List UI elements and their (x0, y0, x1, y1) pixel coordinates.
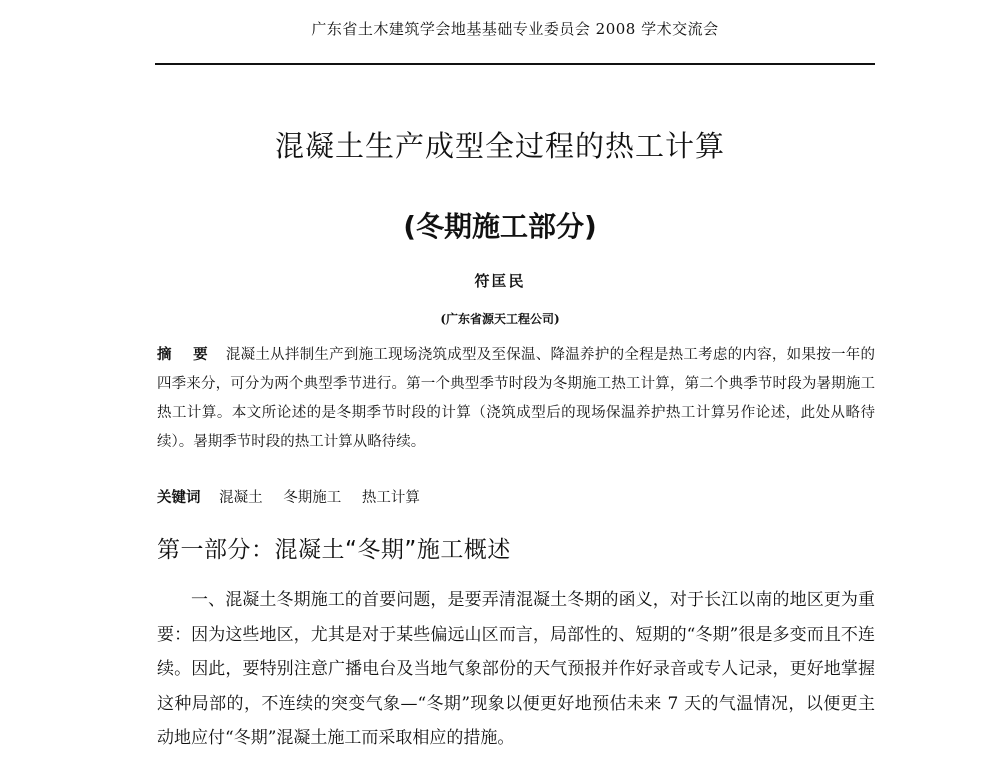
running-head: 广东省土木建筑学会地基基础专业委员会 2008 学术交流会 (311, 20, 719, 38)
paper-title: 混凝土生产成型全过程的热工计算 (274, 129, 725, 163)
keyword-item: 混凝土 (219, 490, 263, 506)
section-heading: 第一部分：混凝土“冬期”施工概述 (157, 537, 511, 563)
paper-subtitle: (冬期施工部分) (403, 210, 597, 243)
abstract-block (157, 341, 875, 457)
author-name: 符匡民 (474, 272, 526, 290)
keyword-item: 冬期施工 (283, 490, 342, 506)
body-paragraph: 一、混凝土冬期施工的首要问题，是要弄清混凝土冬期的函义，对于长江以南的地区更为重要：因为这些地区，尤其是对于某些偏远山区而言，局部性的、短期的“冬期”很是多变而且不连续。因此，要特别注意广播电台及当地气象部份的天气预报并作好录音或专人记录，更好地掌握这种局部的，不连续的突变气象—“冬期”现象以便更好地预估未来 7 天的气温情况，以便更主动地应付“冬期”混凝土施工而采取相应的措施。 (157, 590, 875, 748)
keywords-block (157, 486, 875, 510)
author-affiliation: (广东省源天工程公司) (440, 312, 560, 326)
header-rule (155, 63, 875, 65)
keywords-label: 关键词 (157, 490, 201, 506)
keyword-item: 热工计算 (361, 490, 420, 506)
abstract-label: 摘 要 (157, 347, 216, 363)
abstract-text: 混凝土从拌制生产到施工现场浇筑成型及至保温、降温养护的全程是热工考虑的内容，如果按一年的四季来分，可分为两个典型季节进行。第一个典型季节时段为冬期施工热工计算，第二个典季节时段为暑期施工热工计算。本文所论述的是冬期季节时段的计算（浇筑成型后的现场保温养护热工计算另作论述，此处从略待续）。暑期季节时段的热工计算从略待续。 (157, 347, 875, 450)
